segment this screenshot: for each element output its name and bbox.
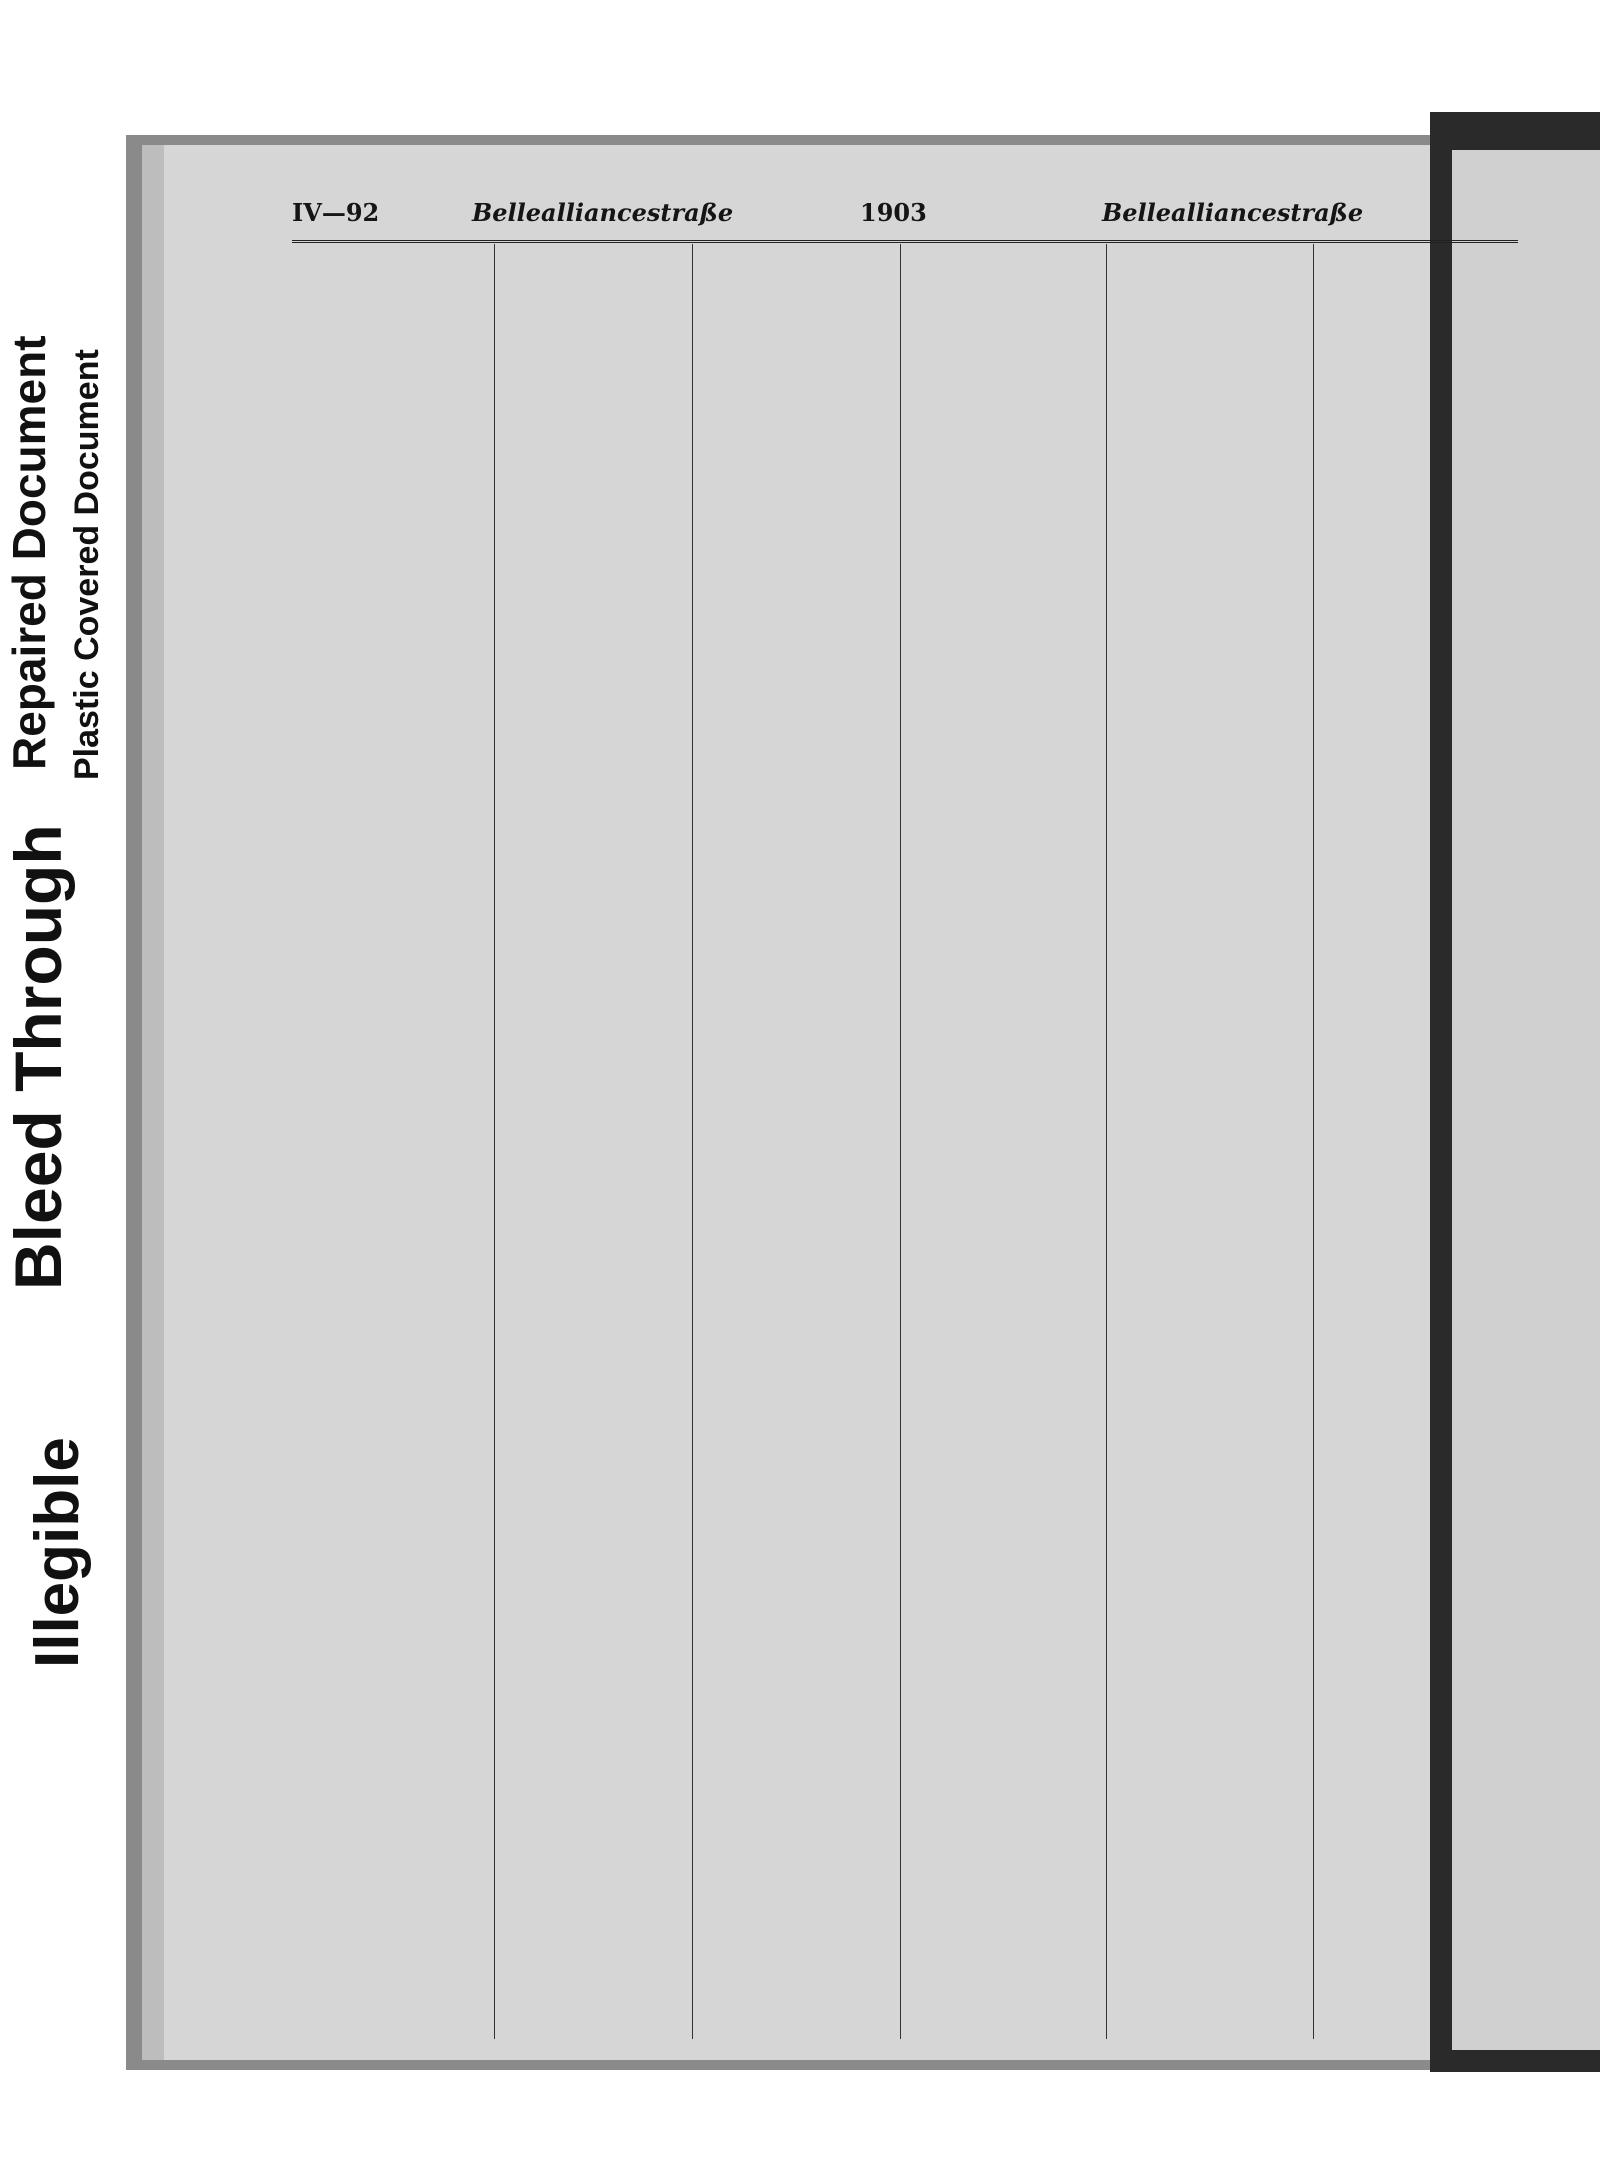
repaired-document-stamp: Repaired Document: [3, 335, 55, 770]
directory-column-5: [1112, 248, 1309, 2038]
street-name-left: Bellealliancestraße: [472, 198, 734, 227]
plastic-covered-stamp: Plastic Covered Document: [68, 349, 106, 780]
column-divider: [1106, 244, 1107, 2039]
page-header: [292, 198, 1518, 234]
directory-year: 1903: [860, 198, 927, 227]
page-number: IV—92: [292, 198, 380, 227]
illegible-stamp: Illegible: [23, 1437, 92, 1668]
column-divider: [494, 244, 495, 2039]
directory-column-3: [698, 248, 896, 2038]
directory-column-6: [1319, 248, 1531, 2038]
bleed-through-stamp: Bleed Through: [1, 824, 75, 1290]
header-rule: [292, 240, 1518, 243]
column-divider: [692, 244, 693, 2039]
directory-column-2: [500, 248, 688, 2038]
street-name-right: Bellealliancestraße: [1102, 198, 1364, 227]
directory-column-4: [906, 248, 1102, 2038]
column-divider: [1313, 244, 1314, 2039]
page-spine-edge: [142, 145, 164, 2060]
column-divider: [900, 244, 901, 2039]
directory-column-1: [274, 248, 490, 2038]
